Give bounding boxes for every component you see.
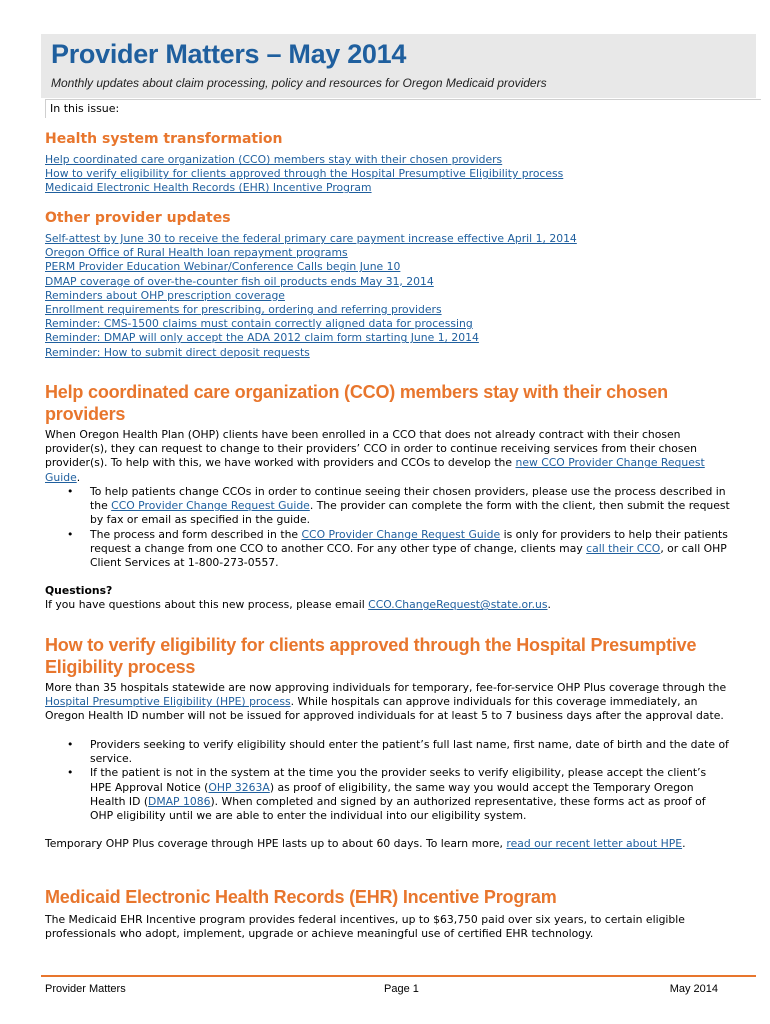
cco-guide-link-2[interactable]: CCO Provider Change Request Guide [111, 499, 310, 513]
list-item: • Providers seeking to verify eligibility should enter the patient’s full last name, first name, date of birth and the date of service. [45, 738, 730, 766]
page-title: Provider Matters – May 2014 [51, 39, 407, 69]
cco-questions: Questions? If you have questions about this new process, please email CCO.ChangeRequest@state.or.us. [45, 584, 551, 612]
toc-list-other [45, 232, 577, 360]
list-item: • To help patients change CCOs in order to continue seeing their chosen providers, please use the process described in the CCO Provider Change Request Guide. The provider can complete the form with the client, then submit the request by fax or email as specified in the guide. [45, 485, 730, 528]
toc-link-enrollment[interactable]: Enrollment requirements for prescribing, ordering and referring providers [45, 303, 442, 317]
list-item: • If the patient is not in the system at the time you the provider seeks to verify eligibility, please accept the client’s HPE Approval Notice (OHP 3263A) as proof of eligibility, the same way you would accept the Temporary Oregon Health ID (DMAP 1086). When completed and signed by an authorized representative, these forms act as proof of OHP eligibility until we are able to enter the individual into our eligibility system. [45, 766, 730, 823]
hpe-closing: Temporary OHP Plus coverage through HPE lasts up to about 60 days. To learn more, read our recent letter about HPE. [45, 837, 686, 850]
toc-heading-health: Health system transformation [45, 131, 283, 147]
footer-left: Provider Matters [45, 983, 126, 995]
footer-right: May 2014 [669, 983, 718, 995]
toc-link-cms1500[interactable]: Reminder: CMS-1500 claims must contain correctly aligned data for processing [45, 317, 473, 331]
newsletter-header [41, 34, 756, 98]
toc-link-ada2012[interactable]: Reminder: DMAP will only accept the ADA 2012 claim form starting June 1, 2014 [45, 331, 479, 345]
toc-link-cco[interactable]: Help coordinated care organization (CCO) members stay with their chosen providers [45, 153, 503, 166]
toc-heading-other: Other provider updates [45, 210, 231, 226]
hpe-process-link[interactable]: Hospital Presumptive Eligibility (HPE) process [45, 695, 291, 709]
footer-page-number: Page 1 [384, 983, 419, 995]
section-title-ehr: Medicaid Electronic Health Records (EHR) Incentive Program [45, 887, 557, 907]
toc-link-hpe[interactable]: How to verify eligibility for clients approved through the Hospital Presumptive Eligibility process [45, 167, 564, 181]
cco-guide-link[interactable]: new CCO Provider Change Request Guide [45, 456, 705, 484]
cco-email-link[interactable]: CCO.ChangeRequest@state.or.us [368, 598, 548, 612]
section-title-cco: Help coordinated care organization (CCO) members stay with their chosen providers [45, 382, 668, 424]
call-their-cco-link[interactable]: call their CCO [586, 541, 661, 555]
ohp-3263a-link[interactable]: OHP 3263A [208, 780, 270, 794]
cco-guide-link-3[interactable]: CCO Provider Change Request Guide [301, 527, 501, 541]
toc-link-self-attest[interactable]: Self-attest by June 30 to receive the federal primary care payment increase effective April 1, 2014 [45, 232, 577, 245]
toc-link-fish-oil[interactable]: DMAP coverage of over-the-counter fish oil products ends May 31, 2014 [45, 274, 434, 288]
hpe-letter-link[interactable]: read our recent letter about HPE [506, 837, 683, 850]
toc-link-direct-deposit[interactable]: Reminder: How to submit direct deposit requests [45, 345, 310, 359]
footer-divider [41, 975, 756, 977]
dmap-1086-link[interactable]: DMAP 1086 [148, 794, 211, 808]
hpe-bullet-list [45, 738, 730, 823]
list-item: • The process and form described in the CCO Provider Change Request Guide is only for providers to help their patients request a change from one CCO to another CCO. For any other type of change, clients may call their CCO, or call OHP Client Services at 1-800-273-0557. [45, 528, 730, 571]
toc-list-health [45, 153, 563, 196]
hpe-intro: More than 35 hospitals statewide are now approving individuals for temporary, fee-for-service OHP Plus coverage through the Hospital Presumptive Eligibility (HPE) process. While hospitals can approve individuals for this coverage immediately, an Oregon Health ID number will not be issued for approved individuals for at least 5 to 7 business days after the approval date. [45, 681, 727, 723]
section-title-hpe: How to verify eligibility for clients approved through the Hospital Presumptive Eligibility process [45, 635, 697, 677]
ehr-body: The Medicaid EHR Incentive program provides federal incentives, up to $63,750 paid over six years, to certain eligible professionals who adopt, implement, upgrade or achieve meaningful use of certified EHR technology. [45, 913, 685, 941]
toc-link-perm-webinar[interactable]: PERM Provider Education Webinar/Conference Calls begin June 10 [45, 260, 401, 274]
toc-link-prescription[interactable]: Reminders about OHP prescription coverage [45, 288, 285, 302]
toc-link-ehr[interactable]: Medicaid Electronic Health Records (EHR) Incentive Program [45, 181, 372, 195]
in-this-issue-label: In this issue: [45, 99, 761, 118]
page-subtitle: Monthly updates about claim processing, policy and resources for Oregon Medicaid providers [51, 76, 547, 90]
cco-intro: When Oregon Health Plan (OHP) clients have been enrolled in a CCO that does not already contract with their chosen provider(s), they can request to change to their providers’ CCO in order to continue receiving services from their chosen provider(s). To help with this, we have worked with providers and CCOs to develop the new CCO Provider Change Request Guide. [45, 428, 705, 484]
toc-link-rural-health[interactable]: Oregon Office of Rural Health loan repayment programs [45, 246, 348, 260]
cco-bullet-list [45, 485, 730, 570]
